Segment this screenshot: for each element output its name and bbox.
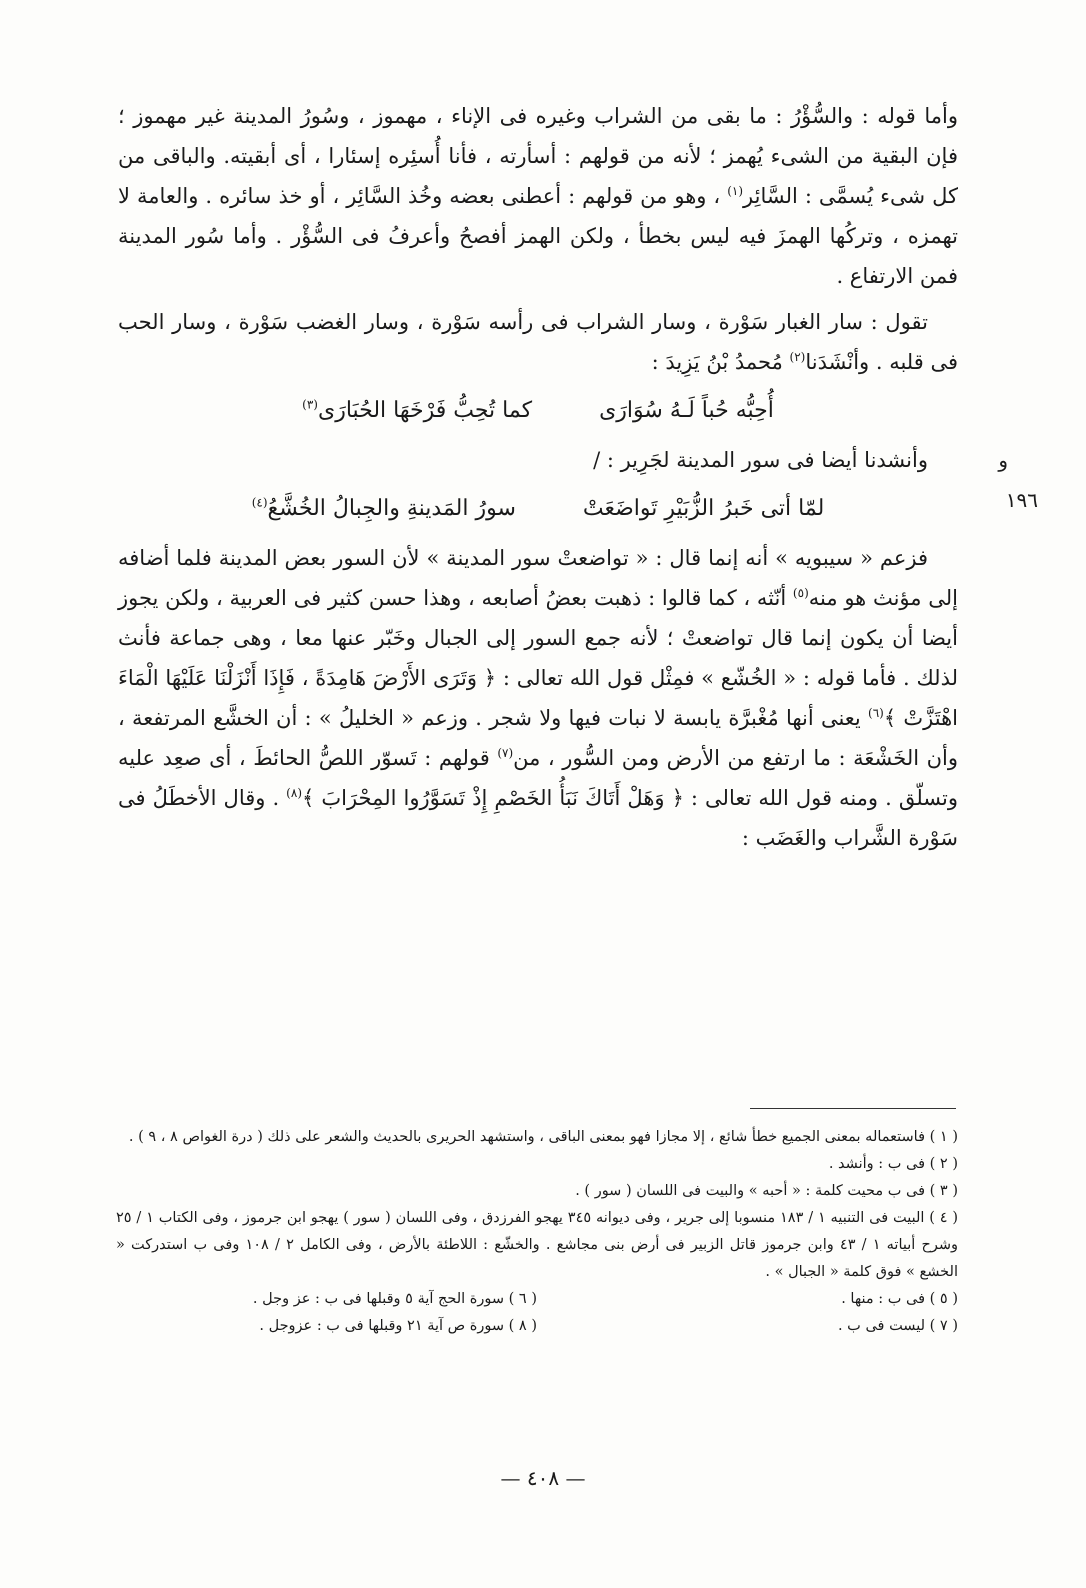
- footnote-ref-7[interactable]: (٧): [497, 746, 514, 760]
- footnote-ref-6[interactable]: (٦): [868, 706, 884, 720]
- verse-1-second-text: كما تُحِبُّ فَرْخَهَا الحُبَارَى: [317, 398, 533, 423]
- paragraph-4-text-e: . وقال الأخطَلُ فى سَوْرة الشَّراب والغَضَب :: [118, 786, 958, 850]
- verse-2-first-hemistich: لمّا أتى خَبرُ الزُّبَيْرِ تَواضَعَتْ: [582, 496, 825, 521]
- footnote-6: ( ٦ ) سورة الحج آية ٥ وقبلها فى ب : عز وجل .: [252, 1291, 537, 1307]
- verse-2: [118, 486, 958, 532]
- footnote-separator: [750, 1108, 956, 1109]
- footnote-ref-4[interactable]: (٤): [251, 495, 268, 510]
- paragraph-4: [118, 538, 958, 858]
- footnote-1: ( ١ ) فاستعماله بمعنى الجميع خطأ شائع ، إلا مجازا فهو بمعنى الباقى ، واستشهد الحريرى بالحديث والشعر على ذلك ( درة الغواص ٨ ، ٩ ) .: [128, 1129, 958, 1145]
- paragraph-3-text: وأنشدنا أيضا فى سور المدينة لجَرِير : /: [593, 448, 928, 472]
- paragraph-2-text: تقول : سار الغبار سَوْرة ، وسار الشراب فى رأسه سَوْرة ، وسار الغضب سَوْرة ، وسار الحب فى قلبه . وأنْشَدَنا: [118, 310, 958, 374]
- footnote-row-5-6: [116, 1286, 958, 1313]
- paragraph-2-text-cont: مُحمدُ بْنُ يَزِيدَ :: [651, 350, 790, 374]
- paragraph-4-text-c: يعنى أنها مُغْبرَّة يابسة لا نبات فيها ولا شجر . وزعم « الخليلُ » : أن الخشَّع المرتفعة ، وأن الخَشْعَة : ما ارتفع من الأرض ومن السُّور ، من: [118, 706, 959, 770]
- page-number: — ٤٠٨ —: [500, 1466, 586, 1490]
- main-text: [118, 96, 1038, 864]
- footnote-4: ( ٤ ) البيت فى التنبيه ١ / ١٨٣ منسوبا إلى جرير ، وفى ديوانه ٣٤٥ يهجو الفرزدق ، وفى اللسان ( سور ) يهجو ابن جرموز ، وفى الكتاب ١ / ٢٥ وشرح أبياته ١ / ٤٣ وابن جرموز قاتل الزبير فى أرض بنى مجاشع . والخشّع : اللاطئة بالأرض ، وفى الكامل ٢ / ١٠٨ وفى ب استدركت « الخشع » فوق كلمة « الجبال » .: [116, 1210, 958, 1280]
- paragraph-1-text: وأما قوله : والسُّؤْرُ : ما بقى من الشراب وغيره فى الإناء ، مهموز ، وسُورُ المدينة غير مهموز ؛ فإن البقية من الشىء يُهمز ؛ لأنه من قولهم : أسأرته ، فأنا أُسئِره إسئارا ، أى أبقيته. والباقى من كل شىء يُسمَّى : السَّائِر: [118, 104, 959, 208]
- paragraph-1-text-cont: ، وهو من قولهم : أعطنى بعضه وخُذ السَّائِر ، أو خذ سائره . والعامة لا تهمزه ، وتركُها الهمزَ فيه ليس بخطأ ، ولكن الهمز أفصحُ وأعرفُ فى السُّؤْر . وأما سُور المدينة فمن الارتفاع .: [118, 184, 958, 288]
- footnotes: [116, 1124, 958, 1340]
- footnote-7: ( ٧ ) ليست فى ب .: [837, 1318, 958, 1334]
- footnote-2: ( ٢ ) فى ب : وأنشد .: [828, 1156, 958, 1172]
- footnote-ref-5[interactable]: (٥): [792, 586, 809, 600]
- footnote-ref-3[interactable]: (٣): [302, 397, 318, 412]
- verse-1: [118, 388, 958, 434]
- footnote-row-7-8: [116, 1313, 958, 1340]
- footnote-ref-1[interactable]: (١): [727, 184, 744, 198]
- paragraph-4-text-b: أنّثه ، كما قالوا : ذهبت بعضُ أصابعه ، وهذا حسن كثير فى العربية ، ولكن يجوز أيضا أن يكون إنما قال تواضعتْ ؛ لأنه جمع السور إلى الجبال وخَبّر عنها معا ، وهى جماعة فأنث لذلك . فأما قوله : « الخُشّع » فمِثْل قول الله تعالى : ﴿ وَتَرَى الأَرْضَ هَامِدَةً ، فَإِذَا أَنْزَلْنَا عَلَيْهَا الْمَاءَ اهْتَزَّتْ ﴾: [118, 586, 958, 730]
- footnote-ref-8[interactable]: (٨): [286, 786, 302, 800]
- footnote-ref-2[interactable]: (٢): [789, 350, 806, 364]
- verse-2-second-hemistich: [252, 486, 516, 532]
- paragraph-4-text: فزعم « سيبويه » أنه إنما قال : « تواضعتْ سور المدينة » لأن السور بعض المدينة فلما أضافه إلى مؤنث هو منه: [118, 546, 958, 610]
- paragraph-1: [118, 96, 958, 296]
- verse-2-second-text: سورُ المَدينةِ والجِبالُ الخُشَّعُ: [267, 496, 516, 521]
- footnote-8: ( ٨ ) سورة ص آية ٢١ وقبلها فى ب : عزوجل .: [259, 1318, 537, 1334]
- paragraph-2: [118, 302, 958, 382]
- footnote-3: ( ٣ ) فى ب محيت كلمة : « أحبه » والبيت فى اللسان ( سور ) .: [575, 1183, 958, 1199]
- verse-1-first-hemistich: أُحِبُّه حُباً لَـهُ سُوَارَى: [599, 398, 774, 423]
- verse-1-second-hemistich: [302, 388, 532, 434]
- footnote-5: ( ٥ ) فى ب : منها .: [841, 1291, 958, 1307]
- paragraph-4-text-d: قولهم : تَسوّر اللصُّ الحائطَ ، أى صعِد عليه وتسلّق . ومنه قول الله تعالى : ﴿ وَهَلْ أَتَاكَ نَبَأُ الخَصْمِ إِذْ تَسَوَّرُوا المِحْرَابَ ﴾: [118, 746, 958, 810]
- manuscript-folio-note: و ١٩٦: [998, 448, 1038, 512]
